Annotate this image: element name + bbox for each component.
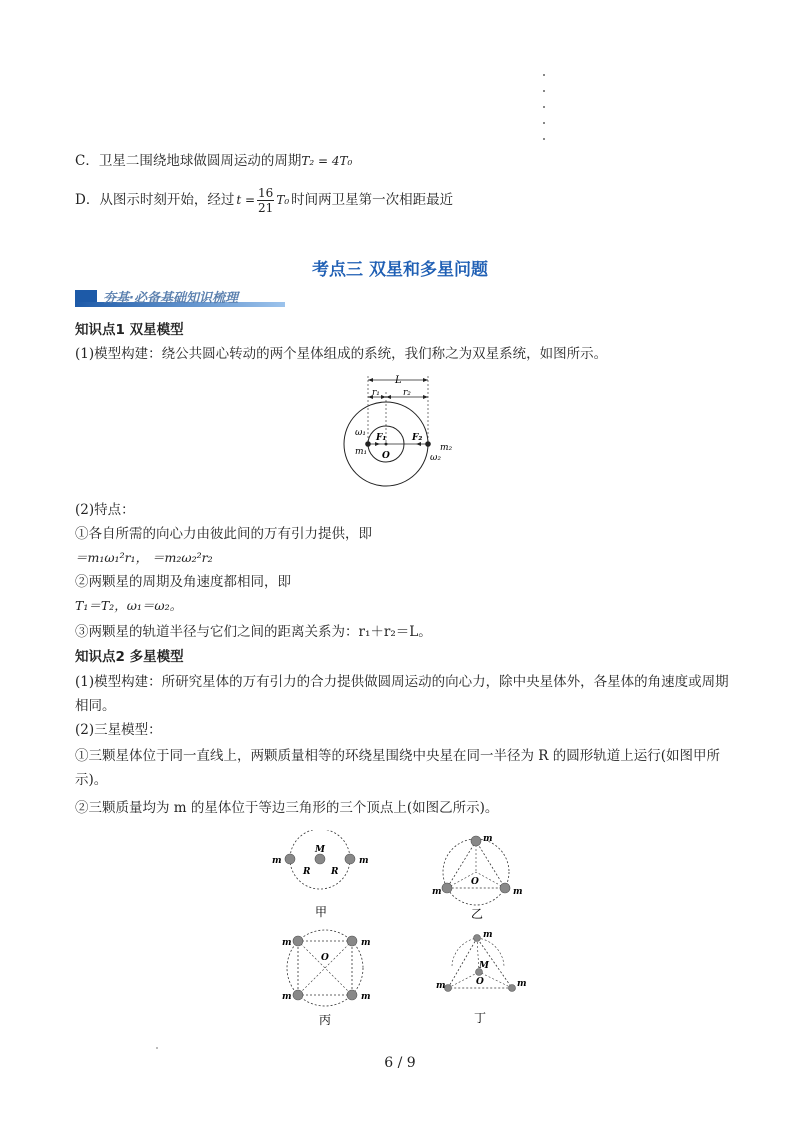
option-c (75, 151, 352, 171)
caption-ding: 丁 (474, 1011, 487, 1025)
kp1-heading: 知识点1 双星模型 (75, 322, 184, 338)
kp2-three-label: (2)三星模型： (75, 722, 162, 738)
star-top (474, 935, 481, 942)
option-c-text: C．卫星二围绕地球做圆周运动的周期 (75, 153, 302, 169)
star-left (445, 985, 452, 992)
label-r2: r₂ (403, 388, 411, 398)
margin-mark (156, 1047, 158, 1049)
option-d (75, 183, 453, 217)
option-d-t: t = (236, 193, 256, 207)
diagram-jia (268, 830, 378, 920)
label-R: R (303, 867, 311, 877)
label-m: m (359, 856, 369, 866)
label-R: R (331, 867, 339, 877)
option-d-T0: T₀ (276, 193, 290, 207)
margin-dots (543, 74, 545, 154)
kp1-features-label: (2)特点： (75, 502, 135, 518)
star-bottom-right (347, 990, 357, 1000)
star-top-right (347, 936, 357, 946)
label-m2: m₂ (440, 443, 453, 453)
star-right (500, 883, 510, 893)
kp2-model: (1)模型构建：所研究星体的万有引力的合力提供做圆周运动的向心力，除中央星体外，各星体的角速度或周期相同。 (75, 674, 729, 714)
label-F1: F₁ (376, 433, 387, 443)
banner-tab (75, 290, 97, 302)
banner-text: 夯基·必备基础知识梳理 (103, 291, 238, 306)
kp2-heading: 知识点2 多星模型 (75, 649, 184, 665)
star-top-left (293, 936, 303, 946)
caption-yi: 乙 (471, 907, 484, 921)
section-title: 考点三 双星和多星问题 (312, 260, 488, 280)
label-M: M (315, 845, 325, 855)
label-m: m (436, 981, 446, 991)
label-w2: ω₂ (430, 453, 441, 463)
diagram-ding (432, 926, 532, 1028)
option-d-suffix: 时间两卫星第一次相距最近 (291, 192, 454, 208)
star-left (285, 854, 295, 864)
option-d-fraction (257, 186, 274, 215)
page-number: 6 / 9 (384, 1055, 416, 1071)
star-m1 (365, 441, 371, 447)
star-center (315, 854, 325, 864)
label-m: m (432, 887, 442, 897)
option-d-text: D．从图示时刻开始，经过 (75, 192, 235, 208)
label-M: M (479, 961, 489, 971)
label-O: O (382, 451, 390, 461)
star-top (471, 836, 481, 846)
diagram-yi (428, 830, 528, 922)
label-m: m (361, 992, 371, 1002)
label-m: m (272, 856, 282, 866)
caption-jia: 甲 (315, 905, 328, 919)
label-m: m (513, 887, 523, 897)
label-O: O (321, 953, 329, 963)
section-banner (75, 287, 285, 309)
kp1-feature-2: ②两颗星的周期及角速度都相同，即 (75, 574, 291, 590)
label-m: m (517, 979, 527, 989)
kp2-three-2: ②三颗质量均为 m 的星体位于等边三角形的三个顶点上(如图乙所示)。 (75, 800, 499, 816)
label-m: m (361, 938, 371, 948)
kp1-feature-1: ①各自所需的向心力由彼此间的万有引力提供，即 (75, 526, 372, 542)
label-m: m (483, 834, 493, 844)
star-bottom-left (293, 990, 303, 1000)
label-F2: F₂ (412, 433, 423, 443)
caption-bing: 丙 (319, 1013, 332, 1027)
star-right (345, 854, 355, 864)
label-m: m (483, 930, 493, 940)
kp2-three-1: ①三颗星体位于同一直线上，两颗质量相等的环绕星围绕中央星在同一半径为 R 的圆形轨道上运行(如图甲所示)。 (75, 748, 721, 788)
binary-star-diagram (340, 372, 480, 498)
kp1-feature-3: ③两颗星的轨道半径与它们之间的距离关系为：r₁＋r₂＝L。 (75, 624, 432, 640)
star-right (509, 985, 516, 992)
kp1-feature-2-eq: T₁＝T₂，ω₁＝ω₂。 (75, 598, 183, 613)
fraction-numerator: 16 (258, 185, 274, 200)
label-m: m (282, 992, 292, 1002)
option-c-formula: T₂ = 4T₀ (301, 154, 353, 168)
star-left (442, 883, 452, 893)
label-m: m (282, 938, 292, 948)
kp1-feature-1-eq: ＝m₁ω₁²r₁， ＝m₂ω₂²r₂ (75, 550, 213, 565)
star-m2 (425, 441, 431, 447)
kp1-model: (1)模型构建：绕公共圆心转动的两个星体组成的系统，我们称之为双星系统，如图所示。 (75, 346, 608, 362)
label-O: O (476, 977, 484, 987)
label-r1: r₁ (372, 388, 380, 398)
label-O: O (471, 877, 479, 887)
fraction-denominator: 21 (258, 200, 274, 215)
label-L: L (395, 375, 402, 386)
label-w1: ω₁ (355, 428, 366, 438)
diagram-bing (278, 928, 378, 1028)
label-m1: m₁ (355, 447, 368, 457)
